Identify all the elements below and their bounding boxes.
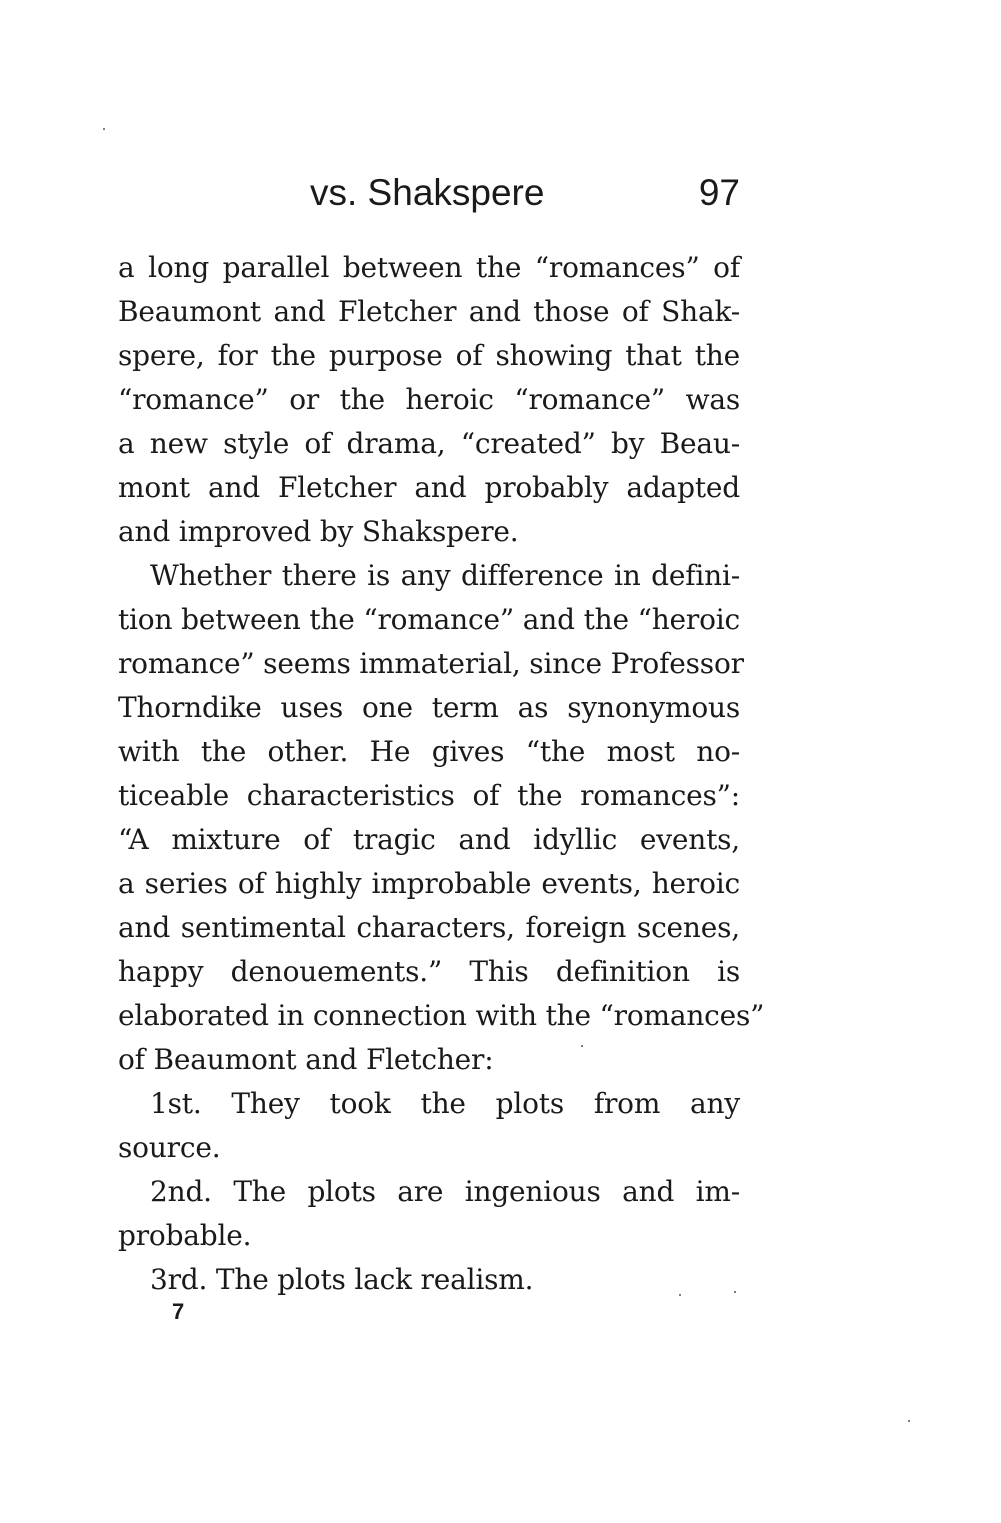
text-line: of Beaumont and Fletcher: xyxy=(118,1043,494,1076)
text-line: a series of highly improbable events, heroic xyxy=(118,867,740,900)
print-speck xyxy=(908,1420,910,1422)
list-item-line: 2nd. The plots are ingenious and im- xyxy=(150,1175,740,1208)
print-speck xyxy=(103,128,105,130)
text-line: “A mixture of tragic and idyllic events, xyxy=(118,823,740,856)
page-number: 97 xyxy=(698,172,740,213)
text-line: and improved by Shakspere. xyxy=(118,515,519,548)
print-speck xyxy=(679,1294,681,1296)
text-line: source. xyxy=(118,1131,221,1164)
text-line: Beaumont and Fletcher and those of Shak- xyxy=(118,295,740,328)
body-text xyxy=(118,246,765,1302)
signature-mark: 7 xyxy=(172,1299,185,1324)
print-speck xyxy=(734,1291,736,1293)
text-line: a new style of drama, “created” by Beau- xyxy=(118,427,740,460)
text-line: tion between the “romance” and the “heroic xyxy=(118,603,740,636)
text-line: and sentimental characters, foreign scenes, xyxy=(118,911,740,944)
text-line: spere, for the purpose of showing that the xyxy=(118,339,740,372)
running-title: vs. Shakspere xyxy=(310,172,545,213)
running-head xyxy=(118,168,740,218)
text-line: Thorndike uses one term as synonymous xyxy=(118,691,740,724)
text-line: with the other. He gives “the most no- xyxy=(118,735,740,768)
text-line: ticeable characteristics of the romances”: xyxy=(118,779,740,812)
text-line: elaborated in connection with the “romances” xyxy=(118,999,765,1032)
text-line: romance” seems immaterial, since Professor xyxy=(118,647,744,680)
print-speck xyxy=(581,1045,583,1047)
list-item-line: 3rd. The plots lack realism. xyxy=(150,1263,534,1296)
text-line: happy denouements.” This definition is xyxy=(118,955,740,988)
text-line: probable. xyxy=(118,1219,252,1252)
text-line: a long parallel between the “romances” of xyxy=(118,251,740,284)
text-line: “romance” or the heroic “romance” was xyxy=(118,383,740,416)
text-line: mont and Fletcher and probably adapted xyxy=(118,471,740,504)
list-item-line: 1st. They took the plots from any xyxy=(150,1087,740,1120)
text-line: Whether there is any difference in defini- xyxy=(150,559,740,592)
